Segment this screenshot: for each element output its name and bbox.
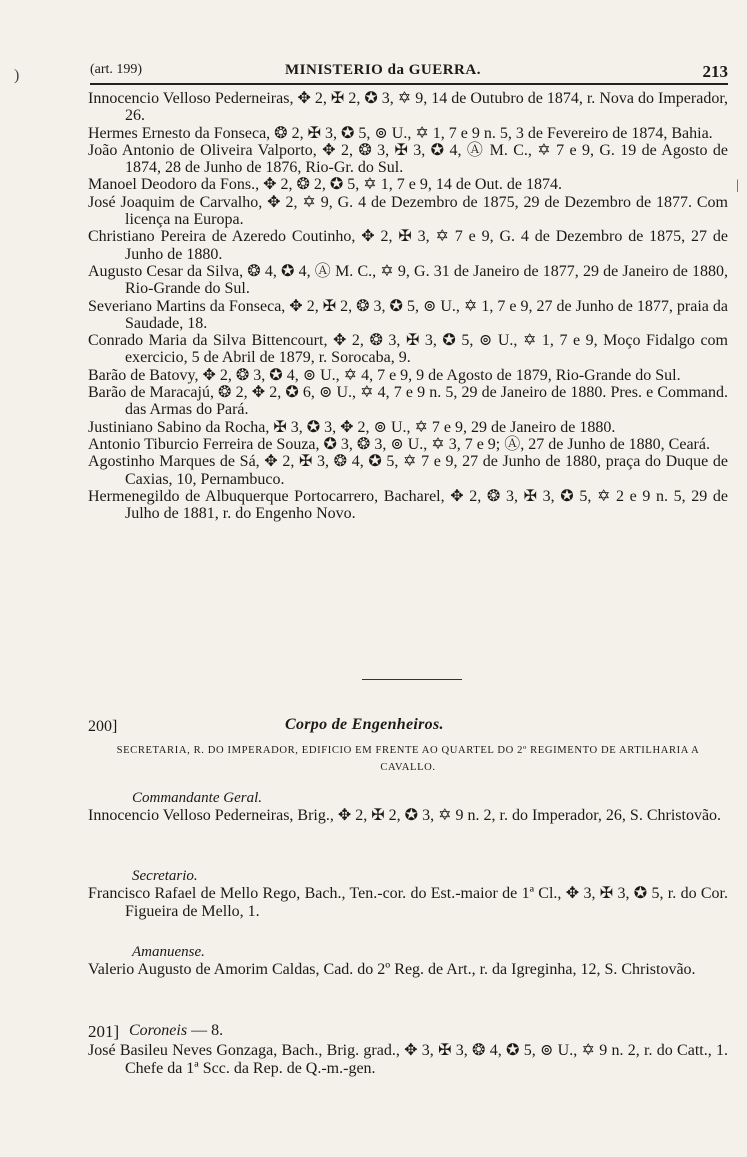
running-header (90, 62, 728, 84)
subsection-number: 201] (88, 1022, 120, 1041)
officer-entry: Hermes Ernesto da Fonseca, ❂ 2, ✠ 3, ✪ 5, ⊚ U., ✡ 1, 7 e 9 n. 5, 3 de Fevereiro de 1874, Bahia. (88, 124, 713, 142)
officer-entry: Barão de Batovy, ✥ 2, ❂ 3, ✪ 4, ⊚ U., ✡ 4, 7 e 9, 9 de Agosto de 1879, Rio-Grande do Sul. (88, 366, 681, 384)
section-title: Corpo de Engenheiros. (285, 716, 444, 733)
officer-entry: José Basileu Neves Gonzaga, Bach., Brig. grad., ✥ 3, ✠ 3, ❂ 4, ✪ 5, ⊚ U., ✡ 9 n. 2, r. do Catt., 1. Chefe da 1ª Scc. da Rep. de Q.-m.-gen. (88, 1042, 728, 1077)
officer-entry: Severiano Martins da Fonseca, ✥ 2, ✠ 2, ❂ 3, ✪ 5, ⊚ U., ✡ 1, 7 e 9, 27 de Junho de 1877, praia da Saudade, 18. (88, 297, 728, 332)
officer-entry: Augusto Cesar da Silva, ❂ 4, ✪ 4, Ⓐ M. C., ✡ 9, G. 31 de Janeiro de 1877, 29 de Janeiro de 1880, Rio-Grande do Sul. (88, 262, 728, 298)
officer-entry: Manoel Deodoro da Fons., ✥ 2, ❂ 2, ✪ 5, ✡ 1, 7 e 9, 14 de Out. de 1874. (88, 176, 563, 194)
officer-list (88, 90, 728, 522)
amanuense-block (88, 943, 728, 979)
coronel-block (88, 1042, 728, 1078)
officer-entry: Barão de Maracajú, ❂ 2, ✥ 2, ✪ 6, ⊚ U., ✡ 4, 7 e 9 n. 5, 29 de Janeiro de 1880. Pres. e Command. das Armas do Pará. (88, 384, 728, 419)
officer-entry: Agostinho Marques de Sá, ✥ 2, ✠ 3, ❂ 4, ✪ 5, ✡ 7 e 9, 27 de Junho de 1880, praça do Duque de Caxias, 10, Pernambuco. (88, 453, 728, 488)
officer-entry: Hermenegildo de Albuquerque Portocarrero, Bacharel, ✥ 2, ❂ 3, ✠ 3, ✪ 5, ✡ 2 e 9 n. 5, 29 de Julho de 1881, r. do Engenho Novo. (88, 487, 728, 523)
header-rule (90, 83, 728, 85)
subsection-title-text: Coroneis (129, 1022, 188, 1039)
section-number: 200] (88, 718, 118, 735)
section-separator (362, 679, 462, 680)
officer-entry: Valerio Augusto de Amorim Caldas, Cad. do 2º Reg. de Art., r. da Igreginha, 12, S. Christovão. (88, 961, 696, 978)
officer-entry: José Joaquim de Carvalho, ✥ 2, ✡ 9, G. 4 de Dezembro de 1875, 29 de Dezembro de 1877. Com licença na Europa. (88, 193, 728, 229)
officer-entry: Antonio Tiburcio Ferreira de Souza, ✪ 3, ❂ 3, ⊚ U., ✡ 3, 7 e 9; Ⓐ, 27 de Junho de 1880, Ceará. (88, 435, 710, 453)
officer-entry: Innocencio Velloso Pederneiras, Brig., ✥ 2, ✠ 2, ✪ 3, ✡ 9 n. 2, r. do Imperador, 26, S. Christovão. (88, 807, 722, 824)
margin-mark-right: | (736, 178, 739, 193)
role-heading: Commandante Geral. (132, 790, 262, 806)
subsection-count: — 8. (191, 1022, 224, 1039)
officer-entry: Justiniano Sabino da Rocha, ✠ 3, ✪ 3, ✥ 2, ⊚ U., ✡ 7 e 9, 29 de Janeiro de 1880. (88, 418, 616, 436)
officer-entry: Francisco Rafael de Mello Rego, Bach., Ten.-cor. do Est.-maior de 1ª Cl., ✥ 3, ✠ 3, ✪ 5, r. do Cor. Figueira de Mello, 1. (88, 885, 728, 920)
section-address: SECRETARIA, R. DO IMPERADOR, EDIFICIO EM FRENTE AO QUARTEL DO 2º REGIMENTO DE ARTILHARIA A CAVALLO. (116, 745, 700, 773)
secretario-block (88, 867, 728, 921)
officer-entry: Christiano Pereira de Azeredo Coutinho, ✥ 2, ✠ 3, ✡ 7 e 9, G. 4 de Dezembro de 1875, 27 de Junho de 1880. (88, 228, 728, 263)
subsection-title (129, 1022, 223, 1040)
officer-entry: João Antonio de Oliveira Valporto, ✥ 2, ❂ 3, ✠ 3, ✪ 4, Ⓐ M. C., ✡ 7 e 9, G. 19 de Agosto de 1874, 28 de Junho de 1876, Rio-Gr. do Sul. (88, 141, 728, 177)
officer-entry: Innocencio Velloso Pederneiras, ✥ 2, ✠ 2, ✪ 3, ✡ 9, 14 de Outubro de 1874, r. Nova do Imperador, 26. (88, 90, 728, 125)
margin-mark-left: ) (14, 67, 20, 84)
ministry-title: MINISTERIO da GUERRA. (285, 62, 481, 78)
officer-entry: Conrado Maria da Silva Bittencourt, ✥ 2, ❂ 3, ✠ 3, ✪ 5, ⊚ U., ✡ 1, 7 e 9, Moço Fidalgo com exercicio, 5 de Abril de 1879, r. Sorocaba, 9. (88, 332, 728, 367)
article-reference: (art. 199) (90, 62, 143, 77)
role-heading: Secretario. (132, 868, 198, 884)
role-heading: Amanuense. (132, 944, 205, 960)
page-number: 213 (702, 62, 728, 81)
commandante-block (88, 789, 728, 825)
